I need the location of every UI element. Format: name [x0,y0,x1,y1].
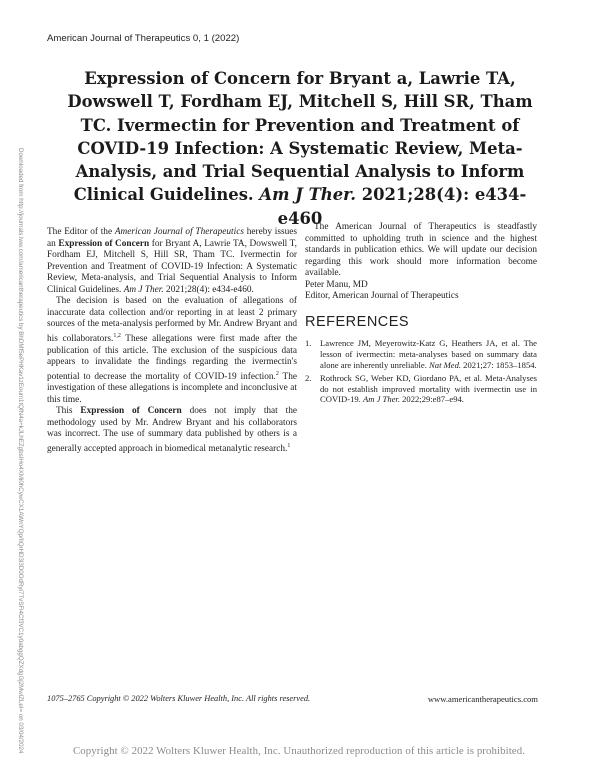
p1-text-b: hereby issues an [47,227,297,249]
reference-journal: Nat Med. [429,359,462,370]
p3-text-a: This [56,406,81,417]
paragraph-2 [47,296,297,406]
p3-citation: 1 [287,443,291,450]
paragraph-4: The American Journal of Therapeutics is steadfastly committed to upholding truth in science and the highest standards in publication ethics. We will update our decision regarding this work should more information become available. [305,222,537,279]
p2-text-a: The decision is based on the evaluation of allegations of inaccurate data collection and/or reporting in at least 2 primary sources of the meta-analysis performed by Mr. Andrew Bryant and his collaborators. [47,296,297,345]
footer-website-link[interactable]: www.americantherapeutics.com [427,694,538,704]
p3-bold-term: Expression of Concern [80,406,182,417]
reference-volume: 2021;27: 1853–1854. [461,359,537,370]
p1-text-d: 2021;28(4): e434-e460. [163,284,254,295]
reference-authors-title: Lawrence JM, Meyerowitz-Katz G, Heathers JA, et al. The lesson of ivermectin: meta-analyses based on summary data alone are inherently unreliable. [320,338,537,370]
references-heading: REFERENCES [305,313,410,330]
signature [305,280,537,303]
p1-text-a: The Editor of the [47,227,115,237]
reproduction-notice: Copyright © 2022 Wolters Kluwer Health, Inc. Unauthorized reproduction of this article is prohibited. [72,745,525,757]
reference-volume: 2022;29:e87–e94. [399,394,464,405]
article-title [58,67,542,230]
p2-citation-b: 2 [275,370,279,377]
reference-authors-title: Rothrock SG, Weber KD, Giordano PA, et al. Meta-Analyses do not establish improved mortality with ivermectin use in COVID-19. [320,373,537,405]
p1-bold-term: Expression of Concern [58,238,150,249]
signature-name: Peter Manu, MD [305,279,368,290]
right-column [305,222,537,408]
left-column [47,227,297,456]
title-citation: 2021;28(4): e434-e460 [277,185,527,228]
p1-journal-abbrev: Am J Ther. [123,284,164,295]
p1-text-c: for Bryant A, Lawrie TA, Dowswell T, Fordham EJ, Mitchell S, Hill SR, Tham TC. Ivermectin for Prevention and Treatment of COVID-19 Infection: A Systematic Review, Meta-analysis, and Trial Sequential Analysis to Inform Clinical Guidelines. [47,238,297,295]
signature-title: Editor, American Journal of Therapeutics [305,291,459,302]
p2-citation-a: 1,2 [113,332,121,339]
title-journal-abbrev: Am J Ther. [259,185,356,205]
title-main: Expression of Concern for Bryant a, Lawrie TA, Dowswell T, Fordham EJ, Mitchell S, Hill SR, Tham TC. Ivermectin for Prevention and Treatment of COVID-19 Infection: A Systematic Review, Meta-Analysis, and Trial Sequential Analysis to Inform Clinical Guidelines. [67,69,533,205]
reference-item [305,373,537,405]
p1-journal-name: American Journal of Therapeutics [114,227,244,237]
paragraph-1 [47,227,297,296]
p3-text-b: does not imply that the methodology used by Mr. Andrew Bryant and his collaborators was incorrect. The use of summary data published by others is a generally accepted approach in biomedical metanalytic research. [47,406,297,455]
download-watermark: Downloaded from http://journals.lww.com/americantherapeutics by BhDMf5ePHKav1zEoum1tQfN4a+kJLhEZgbsIHo4XMi0hCywCX1AWnYQp/IlQrHD3i3D0OdRyi7TvSFl4Cf3VC1y0abggQZXdgGj2MwlZLeI= on 03/04/2024 [17,148,24,754]
journal-header: American Journal of Therapeutics 0, 1 (2022) [47,33,240,44]
paragraph-3 [47,406,297,455]
reference-number: 2. [305,373,312,384]
reference-number: 1. [305,338,312,349]
reference-text [320,373,537,405]
p2-text-b: These allegations were first made after the publication of this article. The exclusion of the suspicious data appears to invalidate the findings regarding the ivermectin's potential to decrease the mortality of COVID-19 infection. [47,334,297,382]
p2-text-c: The investigation of these allegations is incomplete and inconclusive at this time. [47,371,297,405]
footer-copyright: 1075–2765 Copyright © 2022 Wolters Kluwer Health, Inc. All rights reserved. [47,694,311,703]
reference-text [320,338,537,370]
reference-item [305,338,537,370]
reference-journal: Am J Ther. [362,394,400,405]
